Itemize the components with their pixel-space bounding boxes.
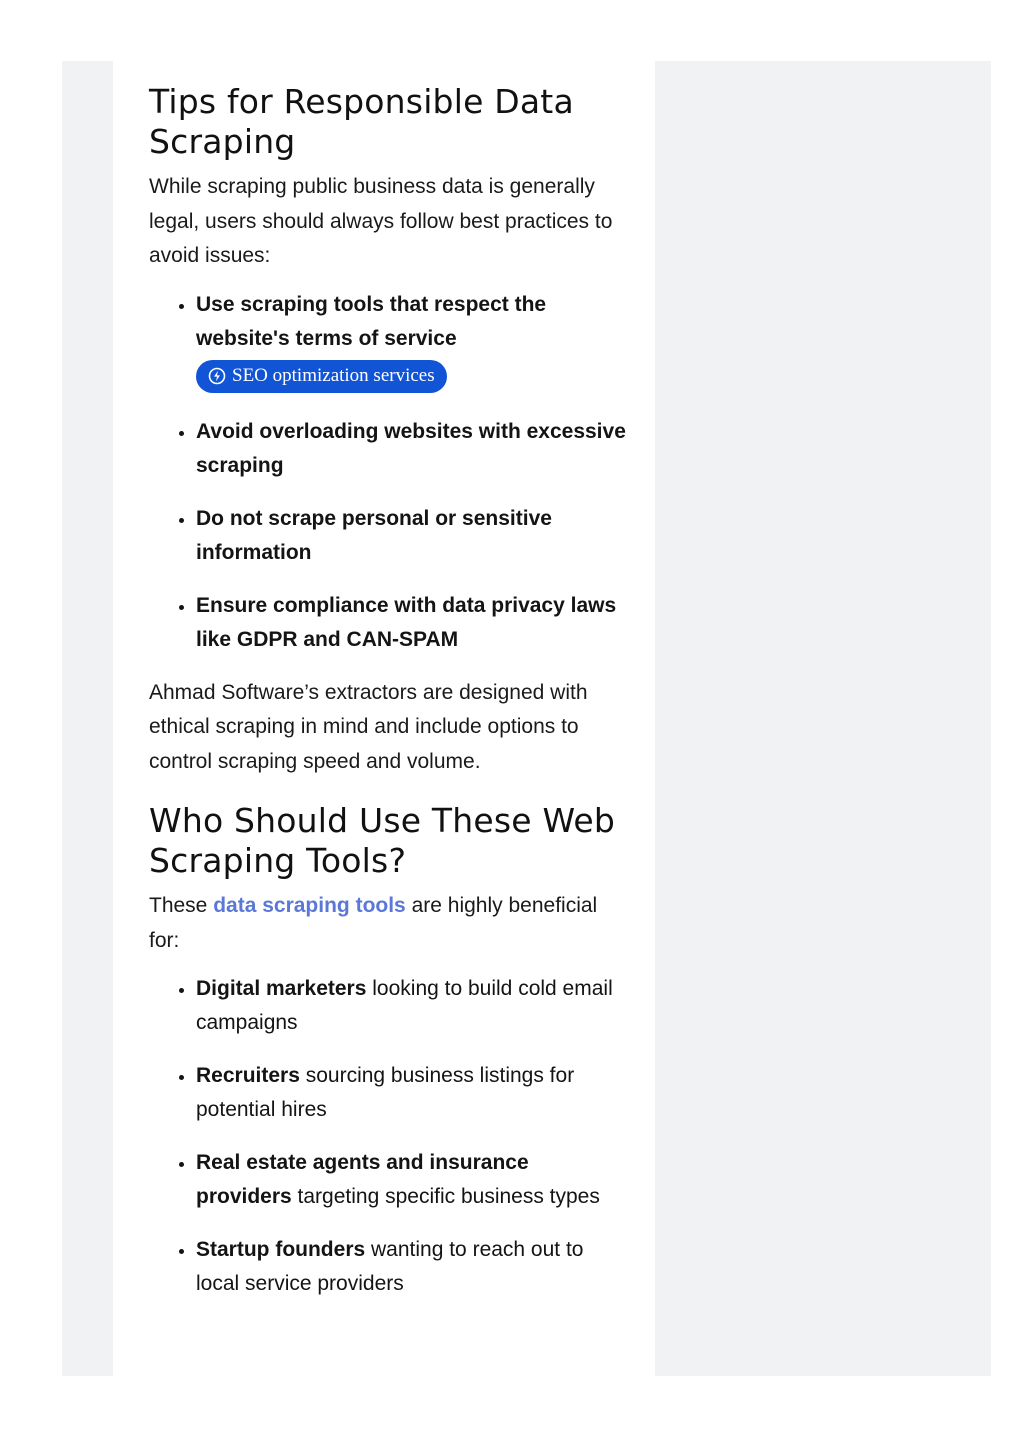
best-practices-list: [149, 288, 629, 657]
list-item: [196, 1059, 629, 1127]
list-item: [196, 589, 629, 657]
audience-name: Startup founders: [196, 1238, 366, 1261]
audience-name: Digital marketers: [196, 977, 367, 1000]
intro-text-before: These: [149, 894, 214, 917]
list-item: [196, 972, 629, 1040]
left-sidebar-panel: [62, 61, 113, 1376]
list-item-text: Avoid overloading websites with excessive scraping: [196, 419, 626, 477]
audience-description: sourcing business listings for potential hires: [196, 1064, 575, 1121]
audience-name: Recruiters: [196, 1064, 300, 1087]
lightning-bolt-icon: [208, 367, 226, 385]
audience-list: [149, 972, 629, 1301]
list-item-text: Do not scrape personal or sensitive information: [196, 506, 552, 564]
data-scraping-tools-link[interactable]: data scraping tools: [213, 894, 406, 917]
section-heading-responsible-scraping: Tips for Responsible Data Scraping: [149, 82, 574, 161]
list-item-text: Ensure compliance with data privacy laws like GDPR and CAN-SPAM: [196, 593, 617, 651]
seo-services-label: SEO optimization services: [232, 364, 435, 386]
ethical-scraping-paragraph: Ahmad Software’s extractors are designed with ethical scraping in mind and include options to control scraping speed and volume.: [149, 680, 588, 773]
right-sidebar-panel: [655, 61, 991, 1376]
intro-text-after: are highly beneficial for:: [149, 894, 598, 952]
list-item: [196, 288, 629, 396]
list-item: [196, 1146, 629, 1214]
audience-name: Real estate agents and insurance providers: [196, 1151, 529, 1208]
list-item: [196, 502, 629, 570]
list-item: [196, 1233, 629, 1301]
section-intro-paragraph: While scraping public business data is generally legal, users should always follow best practices to avoid issues:: [149, 175, 613, 267]
article-content: [149, 82, 629, 1320]
audience-intro-paragraph: [149, 889, 629, 958]
seo-services-button[interactable]: [196, 360, 447, 393]
list-item-text: Use scraping tools that respect the website's terms of service: [196, 292, 547, 350]
audience-description: targeting specific business types: [291, 1185, 600, 1208]
list-item: [196, 415, 629, 483]
audience-description: looking to build cold email campaigns: [196, 977, 613, 1034]
section-heading-who-should-use: Who Should Use These Web Scraping Tools?: [149, 801, 616, 880]
audience-description: wanting to reach out to local service providers: [196, 1238, 584, 1295]
